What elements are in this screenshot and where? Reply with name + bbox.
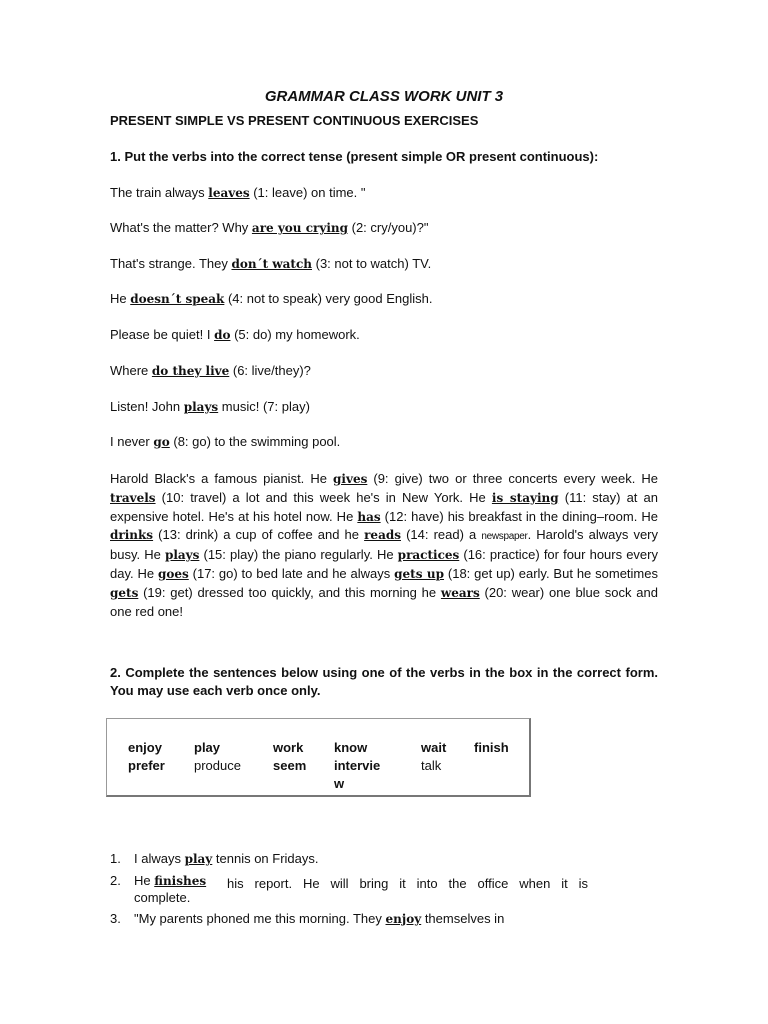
verb-finish: finish [474, 740, 509, 755]
verb-talk: talk [421, 758, 442, 773]
text: complete. [134, 890, 191, 905]
text: (12: have) his breakfast in the dining–room. He [380, 508, 658, 524]
text: (5: do) my homework. [230, 327, 360, 342]
text: He [110, 291, 131, 306]
item-number: 3. [110, 911, 121, 926]
text: I never [110, 434, 154, 449]
verb-seem: seem [273, 758, 307, 773]
text: He [134, 873, 155, 888]
answer-17: goes [157, 566, 189, 581]
verb-produce: produce [194, 758, 241, 773]
answer: play [184, 852, 213, 866]
item-number: 1. [110, 851, 121, 866]
text: music! (7: play) [218, 399, 310, 414]
sentence-5 [110, 327, 658, 342]
answer-14: reads [364, 528, 401, 543]
sentence-4 [110, 291, 658, 306]
text: (13: drink) a cup of coffee and he [153, 527, 365, 543]
text: (3: not to watch) TV. [312, 256, 432, 271]
answer-6: do they live [151, 364, 230, 378]
sentence-2 [110, 220, 658, 235]
text: What's the matter? Why [110, 220, 252, 235]
answer-18: gets up [394, 566, 445, 581]
sentence-3 [110, 256, 658, 271]
text: I always [134, 851, 185, 866]
text: "My parents phoned me this morning. They [134, 911, 386, 926]
text: The train always [110, 185, 209, 200]
text: themselves in [421, 911, 505, 926]
exercise-2-heading: 2. Complete the sentences below using one of the verbs in the box in the correct form. You may use each verb once only. [110, 665, 658, 698]
answer-15: plays [164, 548, 200, 563]
text: (9: give) two or three concerts every week. He [367, 471, 659, 486]
sentence-7 [110, 399, 658, 414]
harold-paragraph [110, 470, 658, 620]
page-subtitle: PRESENT SIMPLE VS PRESENT CONTINUOUS EXERCISES [110, 113, 479, 128]
text: (14: read) a [401, 527, 482, 543]
answer-9: gives [333, 472, 368, 486]
text: (6: live/they)? [229, 363, 311, 378]
text: (10: travel) a lot and this week he's in New York. He [155, 489, 492, 505]
verb-interview: intervie [334, 758, 381, 773]
answer-3: don´t watch [231, 257, 312, 271]
answer: finishes [154, 874, 207, 888]
text: his report. He will bring it into the office when it is [227, 876, 588, 891]
verb-know: know [334, 740, 368, 755]
answer-20: wears [440, 585, 480, 600]
answer-11: is staying [491, 490, 559, 505]
verb-enjoy: enjoy [128, 740, 162, 755]
answer-16: practices [397, 548, 460, 563]
text: (20: wear) one blue sock and one red one! [110, 584, 658, 619]
answer-5: do [214, 328, 231, 342]
text: (8: go) to the swimming pool. [169, 434, 341, 449]
sentence-1 [110, 185, 658, 200]
text: tennis on Fridays. [212, 851, 319, 866]
answer-8: go [153, 435, 170, 449]
sentence-6 [110, 363, 658, 378]
text: (18: get up) early. But he sometimes [444, 565, 658, 581]
verb-work: work [273, 740, 304, 755]
text: (16: practice) for four hours every day. He [110, 547, 658, 581]
answer: enjoy [385, 912, 422, 926]
text: newspaper [481, 531, 528, 543]
verb-play: play [194, 740, 221, 755]
page-title: GRAMMAR CLASS WORK UNIT 3 [264, 88, 504, 105]
sentence-8 [110, 434, 658, 449]
text: (2: cry/you)?" [348, 220, 429, 235]
answer-12: has [357, 509, 381, 524]
exercise-1-heading: 1. Put the verbs into the correct tense (present simple OR present continuous): [110, 149, 599, 164]
verb-box [106, 718, 531, 797]
verb-prefer: prefer [128, 758, 165, 773]
verb-wait: wait [421, 740, 447, 755]
item-number: 2. [110, 873, 121, 888]
text: That's strange. They [110, 256, 232, 271]
answer-2: are you crying [251, 221, 348, 235]
answer-13: drinks [110, 528, 154, 543]
answer-7: plays [183, 400, 219, 414]
text: . Harold's always very busy. He [110, 527, 658, 563]
text: (19: get) dressed too quickly, and this morning he [138, 584, 441, 600]
text: Where [110, 363, 152, 378]
answer-1: leaves [208, 186, 250, 200]
text: Harold Black's a famous pianist. He [110, 471, 334, 486]
text: (1: leave) on time. " [249, 185, 366, 200]
text: Listen! John [110, 399, 184, 414]
answer-4: doesn´t speak [130, 292, 225, 306]
text: (15: play) the piano regularly. He [199, 547, 398, 563]
text: (4: not to speak) very good English. [224, 291, 433, 306]
verb-interview-wrap: w [334, 776, 345, 791]
answer-19: gets [110, 585, 139, 600]
text: (17: go) to bed late and he always [188, 565, 395, 581]
text: Please be quiet! I [110, 327, 215, 342]
text: (11: stay) at an expensive hotel. He's at his hotel now. He [110, 489, 658, 524]
answer-10: travels [110, 490, 156, 505]
